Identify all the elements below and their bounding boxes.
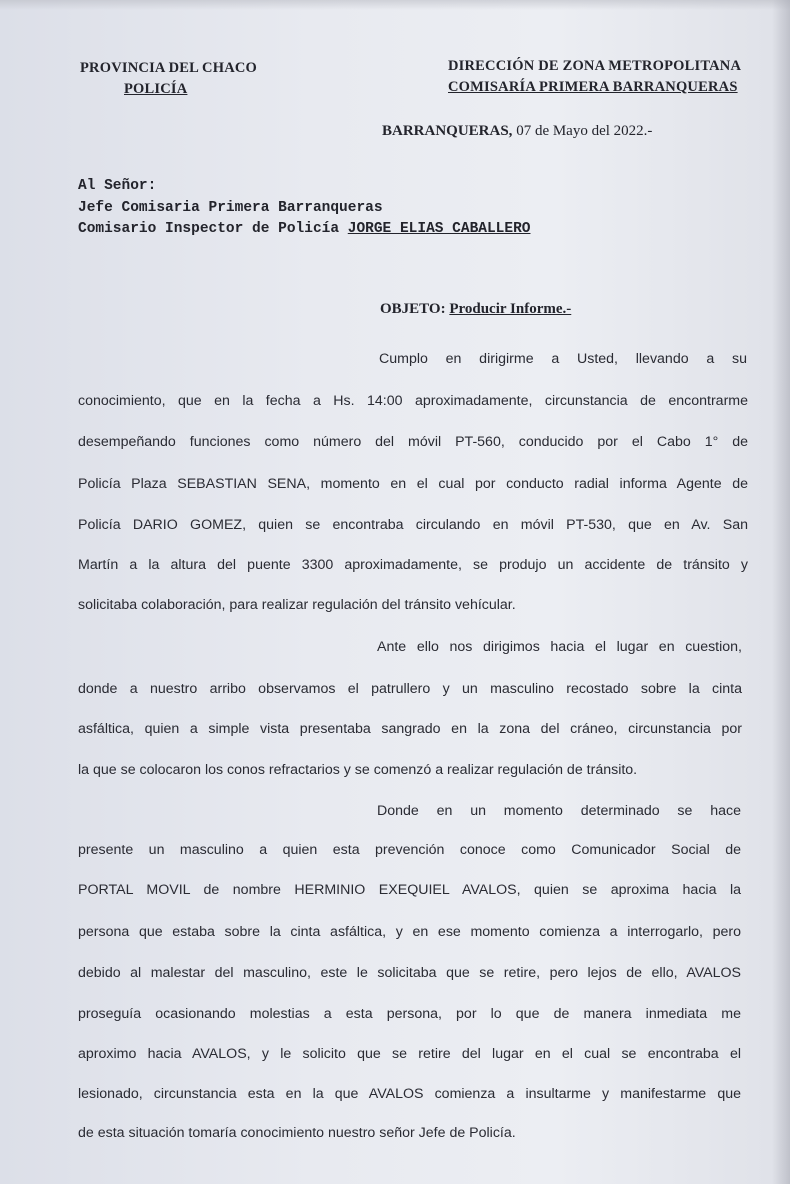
- body-line-7: solicitaba colaboración, para realizar regulación del tránsito vehícular.: [78, 597, 516, 613]
- addressee-role: Jefe Comisaria Primera Barranqueras: [78, 200, 383, 216]
- body-line-3: desempeñando funciones como número del móvil PT-560, conducido por el Cabo 1° de: [78, 434, 748, 450]
- body-line-18: aproximo hacia AVALOS, y le solicito que se retire del lugar en el cual se encontraba el: [78, 1046, 741, 1062]
- date-place: BARRANQUERAS,: [382, 123, 513, 139]
- body-line-9: donde a nuestro arribo observamos el patrullero y un masculino recostado sobre la cinta: [78, 681, 742, 697]
- body-line-6: Martín a la altura del puente 3300 aproximadamente, se produjo un accidente de tránsito y: [78, 557, 748, 573]
- date-text: 07 de Mayo del 2022.-: [512, 123, 653, 139]
- header-direction: DIRECCIÓN DE ZONA METROPOLITANA: [448, 58, 742, 74]
- body-line-11: la que se colocaron los conos refractarios y se comenzó a realizar regulación de tránsito.: [78, 762, 638, 778]
- body-line-1: Cumplo en dirigirme a Usted, llevando a su: [379, 351, 747, 367]
- header-comisaria: COMISARÍA PRIMERA BARRANQUERAS: [448, 79, 738, 95]
- body-line-8: Ante ello nos dirigimos hacia el lugar en cuestion,: [377, 639, 742, 655]
- body-line-4: Policía Plaza SEBASTIAN SENA, momento en el cual por conducto radial informa Agente de: [78, 476, 748, 492]
- addressee-salutation: Al Señor:: [78, 178, 157, 194]
- date-line: [382, 123, 652, 140]
- body-line-2: conocimiento, que en la fecha a Hs. 14:00 aproximadamente, circunstancia de encontrarme: [78, 393, 748, 409]
- addressee-title: Comisario Inspector de Policía: [78, 221, 348, 237]
- body-line-20: de esta situación tomaría conocimiento nuestro señor Jefe de Policía.: [78, 1125, 516, 1141]
- body-line-10: asfáltica, quien a simple vista presentaba sangrado en la zona del cráneo, circunstancia por: [78, 721, 742, 737]
- body-line-17: proseguía ocasionando molestias a esta persona, por lo que de manera inmediata me: [78, 1006, 741, 1022]
- body-line-13: presente un masculino a quien esta prevención conoce como Comunicador Social de: [78, 842, 741, 858]
- body-line-14: PORTAL MOVIL de nombre HERMINIO EXEQUIEL AVALOS, quien se aproxima hacia la: [78, 882, 741, 898]
- body-line-12: Donde en un momento determinado se hace: [377, 803, 741, 819]
- body-line-5: Policía DARIO GOMEZ, quien se encontraba circulando en móvil PT-530, que en Av. San: [78, 517, 748, 533]
- body-line-19: lesionado, circunstancia esta en la que AVALOS comienza a insultarme y manifestarme que: [78, 1086, 741, 1102]
- page-top-shadow: [0, 0, 790, 10]
- addressee-name: JORGE ELIAS CABALLERO: [347, 221, 531, 237]
- body-line-16: debido al malestar del masculino, este le solicitaba que se retire, pero lejos de ello, AVALOS: [78, 965, 741, 981]
- addressee-name-line: [78, 221, 530, 237]
- subject-label: OBJETO:: [380, 301, 446, 317]
- body-line-15: persona que estaba sobre la cinta asfáltica, y en ese momento comienza a interrogarlo, pero: [78, 924, 741, 940]
- header-police: POLICÍA: [124, 81, 188, 97]
- subject-line: [380, 301, 571, 318]
- subject-value: Producir Informe.-: [449, 301, 572, 317]
- header-province: PROVINCIA DEL CHACO: [80, 60, 258, 76]
- page-right-shadow: [772, 0, 790, 1184]
